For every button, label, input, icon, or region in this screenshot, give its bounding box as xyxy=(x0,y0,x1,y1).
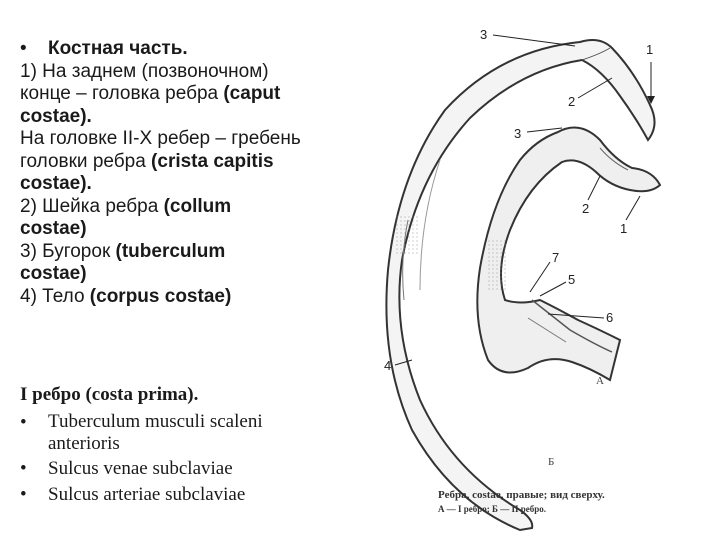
list-item-text: Tuberculum musculi scaleni anterioris xyxy=(48,411,263,454)
list-item xyxy=(20,457,380,481)
bullet-mark: • xyxy=(20,484,27,505)
label-text: 2 xyxy=(568,94,576,109)
text-line-3-prefix: конце – головка ребра xyxy=(20,83,224,104)
bullet-mark: • xyxy=(20,38,27,59)
letter-a: А xyxy=(596,375,604,387)
ribs-illustration xyxy=(370,0,720,540)
bullet-mark: • xyxy=(20,458,27,479)
label-text: 2 xyxy=(582,201,590,216)
label-text: 3 xyxy=(480,27,488,42)
caption-line-2: А — I ребро; Б — II ребро. xyxy=(438,504,546,514)
text-line-7 xyxy=(20,173,380,196)
label-3-top xyxy=(480,27,575,46)
list-item xyxy=(20,411,380,455)
first-rib-heading xyxy=(20,383,380,407)
label-text: 4 xyxy=(384,358,392,373)
label-2-top xyxy=(568,78,612,109)
text-line-5: На головке II-X ребер – гребень xyxy=(20,128,301,149)
text-line-9-bold: costae) xyxy=(20,218,87,239)
label-text: 6 xyxy=(606,310,614,325)
text-line-10-bold: (tuberculum xyxy=(115,240,226,262)
text-line-10-prefix: 3) Бугорок xyxy=(20,240,116,262)
text-line-11-bold: costae) xyxy=(20,263,87,284)
text-line-4-bold: costae). xyxy=(20,105,92,127)
text-line-6 xyxy=(20,151,380,174)
text-column xyxy=(20,38,380,308)
label-text: 3 xyxy=(514,126,522,141)
label-7 xyxy=(530,250,559,292)
first-rib-heading-text: I ребро (costa prima). xyxy=(20,384,199,405)
text-line-12-prefix: 4) Тело xyxy=(20,285,90,307)
label-1-mid xyxy=(620,196,640,236)
bullet-mark: • xyxy=(20,412,27,433)
rib-b-shape xyxy=(386,40,654,530)
text-line-10 xyxy=(20,241,380,264)
text-line-6-bold: (crista capitis xyxy=(151,150,274,172)
list-item-text: Sulcus arteriae subclaviae xyxy=(48,484,246,505)
label-text: 1 xyxy=(646,42,654,57)
text-line-8-prefix: 2) Шейка ребра xyxy=(20,195,164,217)
label-text: 7 xyxy=(552,250,560,265)
text-line-8 xyxy=(20,196,380,219)
list-item-text: Sulcus venae subclaviae xyxy=(48,458,233,479)
text-line-2: 1) На заднем (позвоночном) xyxy=(20,60,269,82)
text-line-6-prefix: головки ребра xyxy=(20,150,152,172)
first-rib-section xyxy=(20,383,380,509)
letter-b: Б xyxy=(548,456,555,468)
text-line-9 xyxy=(20,218,380,241)
text-line-8-bold: (collum xyxy=(163,195,232,217)
bony-part-heading: Костная часть. xyxy=(48,38,188,59)
label-text: 5 xyxy=(568,272,576,287)
label-text: 1 xyxy=(620,221,628,236)
text-line-12-bold: (corpus costae) xyxy=(89,285,232,307)
text-line-7-bold: costae). xyxy=(20,173,92,194)
label-2-mid xyxy=(582,176,600,216)
label-5 xyxy=(540,272,575,296)
bullet-item-bony-part xyxy=(20,38,380,61)
text-line-3-bold: (caput xyxy=(223,83,281,104)
caption-line-1: Ребра, costae, правые; вид сверху. xyxy=(438,489,605,501)
rib-a-shape xyxy=(477,128,660,381)
text-line-11 xyxy=(20,263,380,286)
label-1-top xyxy=(646,42,655,104)
text-line-4 xyxy=(20,106,380,129)
text-line-12 xyxy=(20,286,380,309)
list-item xyxy=(20,483,380,507)
text-line-3 xyxy=(20,83,380,106)
